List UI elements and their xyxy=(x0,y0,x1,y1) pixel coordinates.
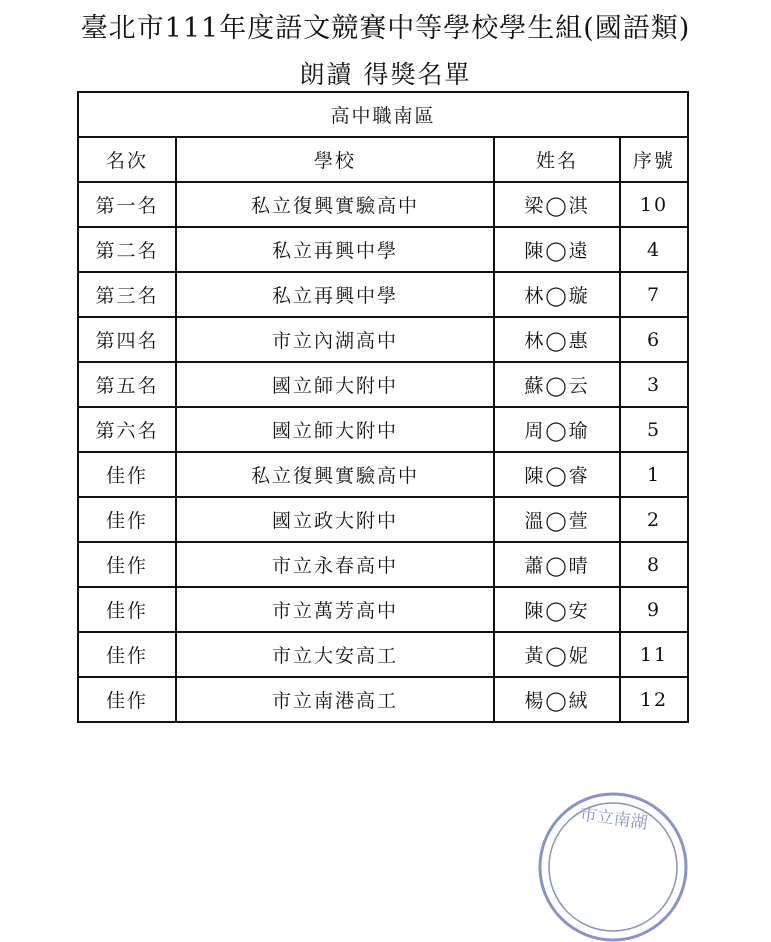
school-cell: 市立內湖高中 xyxy=(176,317,494,362)
school-cell: 國立政大附中 xyxy=(176,497,494,542)
table-row xyxy=(78,227,688,272)
rank-cell: 佳作 xyxy=(78,542,176,587)
document-subtitle: 朗讀 得獎名單 xyxy=(299,60,472,89)
name-cell: 林◯惠 xyxy=(494,317,620,362)
column-header-school: 學校 xyxy=(176,137,494,182)
number-cell: 4 xyxy=(620,227,688,272)
number-cell: 6 xyxy=(620,317,688,362)
rank-cell: 第六名 xyxy=(78,407,176,452)
table-row xyxy=(78,317,688,362)
table-row xyxy=(78,182,688,227)
school-cell: 私立再興中學 xyxy=(176,272,494,317)
school-cell: 私立再興中學 xyxy=(176,227,494,272)
number-cell: 11 xyxy=(620,632,688,677)
number-cell: 12 xyxy=(620,677,688,722)
name-cell: 陳◯睿 xyxy=(494,452,620,497)
school-cell: 國立師大附中 xyxy=(176,362,494,407)
column-header-name: 姓名 xyxy=(494,137,620,182)
svg-text:市立南湖: 市立南湖 xyxy=(578,804,649,834)
rank-cell: 佳作 xyxy=(78,587,176,632)
name-cell: 陳◯遠 xyxy=(494,227,620,272)
number-cell: 7 xyxy=(620,272,688,317)
name-cell: 溫◯萱 xyxy=(494,497,620,542)
name-cell: 陳◯安 xyxy=(494,587,620,632)
school-cell: 私立復興實驗高中 xyxy=(176,182,494,227)
table-row xyxy=(78,272,688,317)
region-row xyxy=(78,92,688,137)
column-header-number: 序號 xyxy=(620,137,688,182)
header-row xyxy=(78,137,688,182)
name-cell: 周◯瑜 xyxy=(494,407,620,452)
number-cell: 9 xyxy=(620,587,688,632)
school-cell: 市立大安高工 xyxy=(176,632,494,677)
rank-cell: 佳作 xyxy=(78,677,176,722)
number-cell: 8 xyxy=(620,542,688,587)
name-cell: 蕭◯晴 xyxy=(494,542,620,587)
school-cell: 市立永春高中 xyxy=(176,542,494,587)
number-cell: 5 xyxy=(620,407,688,452)
rank-cell: 佳作 xyxy=(78,452,176,497)
table-row xyxy=(78,407,688,452)
table-row xyxy=(78,677,688,722)
name-cell: 黃◯妮 xyxy=(494,632,620,677)
number-cell: 1 xyxy=(620,452,688,497)
name-cell: 蘇◯云 xyxy=(494,362,620,407)
school-cell: 市立南港高工 xyxy=(176,677,494,722)
rank-cell: 佳作 xyxy=(78,497,176,542)
school-cell: 私立復興實驗高中 xyxy=(176,452,494,497)
name-cell: 梁◯淇 xyxy=(494,182,620,227)
table-row xyxy=(78,587,688,632)
school-cell: 市立萬芳高中 xyxy=(176,587,494,632)
rank-cell: 第五名 xyxy=(78,362,176,407)
table-row xyxy=(78,542,688,587)
number-cell: 3 xyxy=(620,362,688,407)
table-row xyxy=(78,632,688,677)
document-title: 臺北市111年度語文競賽中等學校學生組(國語類) xyxy=(80,13,691,44)
school-cell: 國立師大附中 xyxy=(176,407,494,452)
rank-cell: 第四名 xyxy=(78,317,176,362)
name-cell: 林◯璇 xyxy=(494,272,620,317)
number-cell: 10 xyxy=(620,182,688,227)
results-table xyxy=(77,91,689,723)
column-header-rank: 名次 xyxy=(78,137,176,182)
table-row xyxy=(78,362,688,407)
rank-cell: 第二名 xyxy=(78,227,176,272)
number-cell: 2 xyxy=(620,497,688,542)
rank-cell: 第三名 xyxy=(78,272,176,317)
rank-cell: 第一名 xyxy=(78,182,176,227)
table-row xyxy=(78,497,688,542)
name-cell: 楊◯絨 xyxy=(494,677,620,722)
official-stamp xyxy=(538,792,688,942)
rank-cell: 佳作 xyxy=(78,632,176,677)
table-row xyxy=(78,452,688,497)
region-label: 高中職南區 xyxy=(78,92,688,137)
